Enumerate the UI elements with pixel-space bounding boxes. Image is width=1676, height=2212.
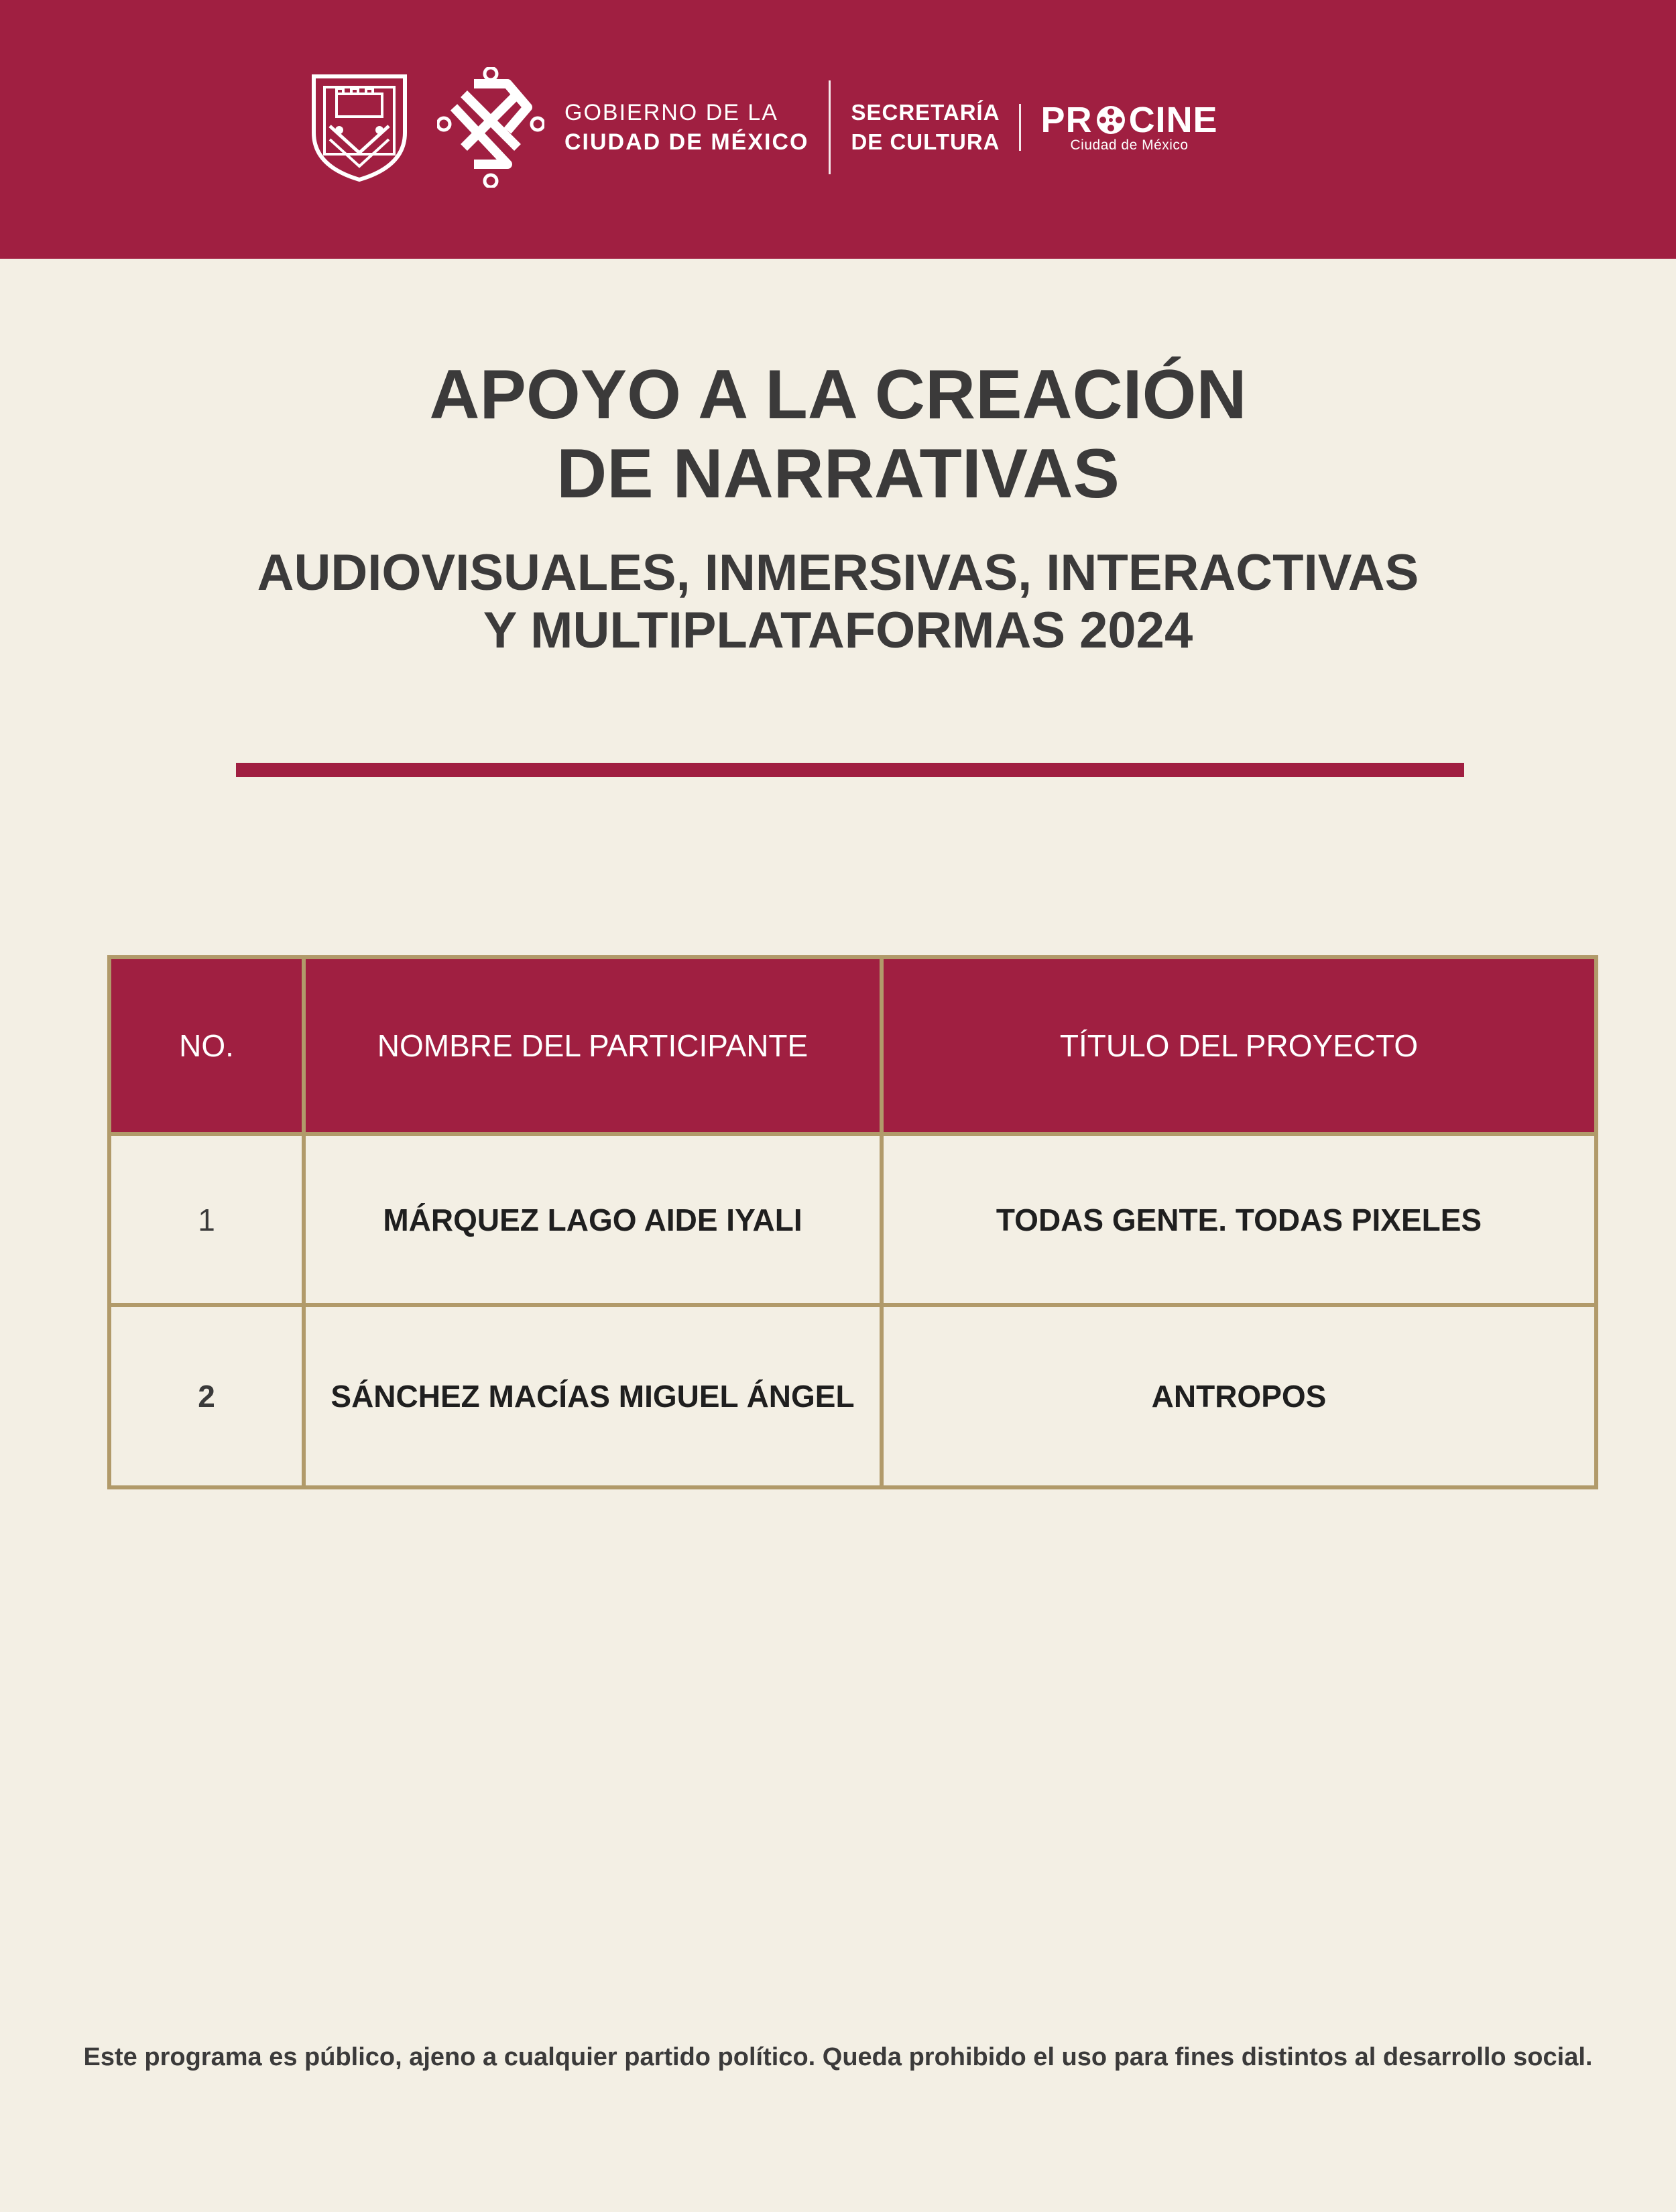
table-row [109,1305,1596,1487]
cdmx-shield-icon [310,72,409,183]
cell-titulo: TODAS GENTE. TODAS PIXELES [882,1134,1596,1305]
cdmx-emblem-icon [437,67,544,188]
cell-no: 1 [109,1134,304,1305]
results-table [107,955,1598,1489]
cell-no: 2 [109,1305,304,1487]
table-row [109,1134,1596,1305]
header-divider-short [1019,104,1021,151]
subtitle-line1: AUDIOVISUALES, INMERSIVAS, INTERACTIVAS [257,544,1419,601]
gobierno-line1: GOBIERNO DE LA [564,100,778,125]
secretaria-line2: DE CULTURA [851,129,1000,154]
table-header-row [109,957,1596,1134]
procine-left: PR [1040,100,1093,140]
cell-nombre: MÁRQUEZ LAGO AIDE IYALI [304,1134,882,1305]
logo-row [310,64,1218,191]
film-reel-icon [1095,105,1126,135]
procine-subtitle: Ciudad de México [1070,137,1189,153]
secretaria-line1: SECRETARÍA [851,100,1000,125]
procine-right: CINE [1128,100,1218,140]
title-line1: APOYO A LA CREACIÓN [429,356,1247,434]
cell-nombre: SÁNCHEZ MACÍAS MIGUEL ÁNGEL [304,1305,882,1487]
footer-disclaimer: Este programa es público, ajeno a cualquier partido político. Queda prohibido el uso para fines distintos al desarrollo social. [83,2043,1593,2071]
title-divider [236,763,1464,777]
title-line2: DE NARRATIVAS [556,435,1120,513]
header-titulo: TÍTULO DEL PROYECTO [882,957,1596,1134]
page-title [0,355,1676,513]
gobierno-line2: CIUDAD DE MÉXICO [564,129,809,155]
header-no: NO. [109,957,304,1134]
header-divider [829,80,831,174]
header-nombre: NOMBRE DEL PARTICIPANTE [304,957,882,1134]
secretaria-cultura-text [851,98,1000,157]
cell-titulo: ANTROPOS [882,1305,1596,1487]
page-subtitle [0,544,1676,660]
subtitle-line2: Y MULTIPLATAFORMAS 2024 [483,602,1193,659]
procine-logo [1041,101,1218,153]
gobierno-cdmx-text [564,98,809,157]
